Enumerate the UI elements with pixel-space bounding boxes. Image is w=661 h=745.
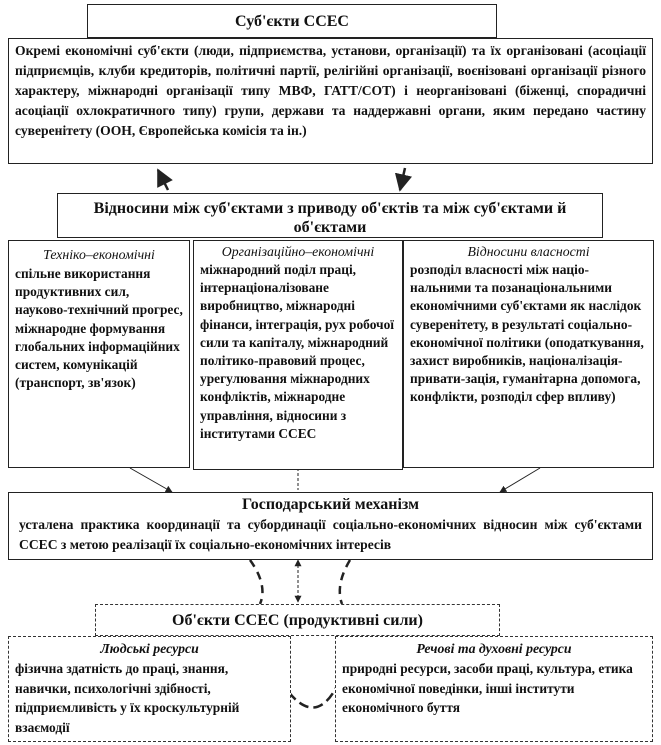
dashed-arc-left [250,560,262,604]
relations-col-ownership [403,240,654,468]
relations-col-organizational [193,240,403,470]
objects-material-resources-title: Речові та духовні ресурси [416,641,572,656]
mechanism-box [8,492,653,560]
objects-human-resources-box [8,636,291,742]
arrow-subjects-relations-right [400,168,405,190]
arrow-col1-mechanism [130,468,172,492]
relations-col-technical-title: Техніко–економічні [43,247,155,262]
objects-title: Об'єкти ССЕС (продуктивні сили) [172,612,423,629]
arrow-col3-mechanism [500,468,540,492]
objects-human-resources-title: Людські ресурси [100,641,199,656]
relations-col-ownership-text: розподіл власності між націо-нальними та позанаціональними економічними суб'єктами як наслідок суверенітету, в результаті соціально-економічної політики (оподаткування, захист виробників, націоналізація-привати-зація, гуманітарна допомога, конфлікти, розподіл сфер впливу) [410,262,644,405]
subjects-title-box [87,4,497,38]
objects-material-resources-box [335,636,653,742]
mechanism-description: усталена практика координації та субординації соціально-економічних відносин між суб'єктами ССЕС з метою реалізації їх соціально-економічних інтересів [19,517,642,552]
objects-title-box [95,604,500,636]
relations-col-organizational-title: Організаційно–економічні [221,244,375,259]
subjects-title: Суб'єкти ССЕС [235,13,349,30]
objects-human-resources-text: фізична здатність до праці, знання, навички, психологічні здібності, підприємливість у їх кроскультурній взаємодії [15,661,240,735]
relations-col-organizational-text: міжнародний поділ праці, інтернаціоналізоване виробництво, міжнародні фінанси, інтеграція, рух робочої сили та капіталу, міжнародний політико-правовий процес, урегулювання міжнародних конфліктів, міжнародне управління, відносини з інститутами ССЕС [200,262,395,441]
relations-col-technical-text: спільне використання продуктивних сил, науково-технічний прогрес, міжнародне формування глобальних інформаційних систем, комунікацій (транспорт, зв'язок) [15,266,183,391]
relations-title: Відносини між суб'єктами з приводу об'єктів та між суб'єктами й об'єктами [93,200,567,236]
objects-material-resources-text: природні ресурси, засоби праці, культура, етика економічної поведінки, інші інститути економічного буття [342,661,633,715]
arrow-subjects-relations-left [158,170,168,190]
dashed-arc-right [340,560,350,604]
subjects-description: Окремі економічні суб'єкти (люди, підприємства, установи, організації) та їх організовані (асоціації підприємців, клуби кредиторів, політичні партії, релігійні організації, воєнізовані організації різного характеру, міжнародні організації типу МВФ, ГАТТ/СОТ) і неорганізовані (біженці, спорадичні асоціації охлократичного типу) групи, держави та наддержавні органи, яким передано частину суверенітету (ООН, Європейська комісія та ін.) [15,43,646,138]
relations-col-ownership-title: Відносини власності [467,244,590,259]
relations-title-box [57,193,603,238]
relations-col-technical [8,240,190,468]
subjects-description-box [8,38,653,164]
mechanism-title: Господарський механізм [241,496,420,513]
